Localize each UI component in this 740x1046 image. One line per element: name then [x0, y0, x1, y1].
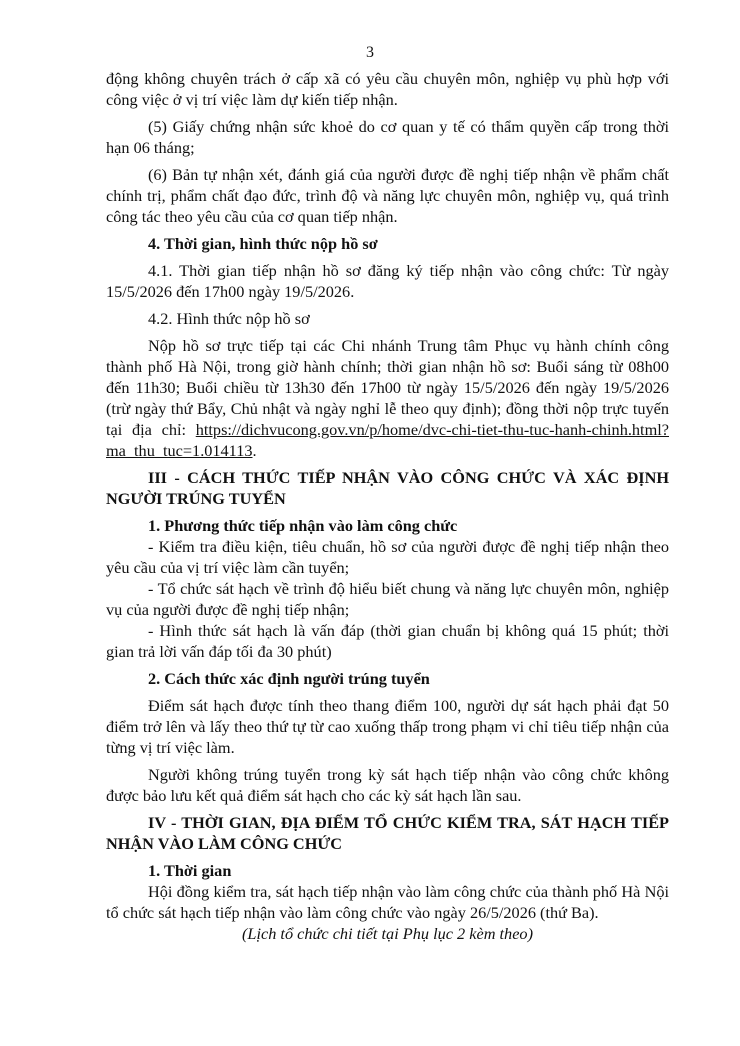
section-heading-4: 4. Thời gian, hình thức nộp hồ sơ	[148, 234, 378, 253]
paragraph-4-2-body	[106, 335, 669, 461]
subheading-iii-2: 2. Cách thức xác định người trúng tuyển	[148, 669, 430, 688]
subheading-iv-1: 1. Thời gian	[148, 861, 232, 880]
section-heading-iii: III - CÁCH THỨC TIẾP NHẬN VÀO CÔNG CHỨC VÀ XÁC ĐỊNH NGƯỜI TRÚNG TUYỂN	[106, 468, 669, 508]
paragraph-4-1: 4.1. Thời gian tiếp nhận hồ sơ đăng ký tiếp nhận vào công chức: Từ ngày 15/5/2026 đến 17h00 ngày 19/5/2026.	[106, 261, 669, 301]
paragraph-scoring: Điểm sát hạch được tính theo thang điểm 100, người dự sát hạch phải đạt 50 điểm trở lên và lấy theo thứ tự từ cao xuống thấp trong phạm vi chỉ tiêu tiếp nhận của từng vị trí việc làm.	[106, 696, 669, 757]
section-heading-iv: IV - THỜI GIAN, ĐỊA ĐIỂM TỔ CHỨC KIỂM TRA, SÁT HẠCH TIẾP NHẬN VÀO LÀM CÔNG CHỨC	[106, 813, 669, 853]
paragraph-exam-date: Hội đồng kiểm tra, sát hạch tiếp nhận vào làm công chức của thành phố Hà Nội tổ chức sát hạch tiếp nhận vào làm công chức vào ngày 26/5/2026 (thứ Ba).	[106, 882, 669, 922]
list-item-assessment: - Tổ chức sát hạch về trình độ hiểu biết chung và năng lực chuyên môn, nghiệp vụ của người được đề nghị tiếp nhận;	[106, 579, 669, 619]
paragraph-item-5: (5) Giấy chứng nhận sức khoẻ do cơ quan y tế có thẩm quyền cấp trong thời hạn 06 tháng;	[106, 117, 669, 157]
paragraph-appendix-note: (Lịch tổ chức chi tiết tại Phụ lục 2 kèm theo)	[241, 924, 533, 943]
subheading-iii-1: 1. Phương thức tiếp nhận vào làm công chức	[148, 516, 458, 535]
paragraph-no-reservation: Người không trúng tuyển trong kỳ sát hạch tiếp nhận vào công chức không được bảo lưu kết quả điểm sát hạch cho các kỳ sát hạch lần sau.	[106, 765, 669, 805]
document-body	[106, 68, 669, 950]
paragraph-item-6: (6) Bản tự nhận xét, đánh giá của người được đề nghị tiếp nhận về phẩm chất chính trị, phẩm chất đạo đức, trình độ và năng lực chuyên môn, nghiệp vụ, quá trình công tác theo yêu cầu của cơ quan tiếp nhận.	[106, 165, 669, 226]
paragraph-4-2-end: .	[252, 441, 257, 460]
paragraph-4-2-text: Nộp hồ sơ trực tiếp tại các Chi nhánh Trung tâm Phục vụ hành chính công thành phố Hà Nội, trong giờ hành chính; thời gian nhận hồ sơ: Buổi sáng từ 08h00 đến 11h30; Buổi chiều từ 13h30 đến 17h00 từ ngày 15/5/2026 đến ngày 19/5/2026 (trừ ngày thứ Bẩy, Chủ nhật và ngày nghỉ lễ theo quy định); đồng thời nộp trực tuyến tại địa chỉ:	[106, 336, 669, 439]
paragraph-4-2-title: 4.2. Hình thức nộp hồ sơ	[148, 309, 310, 328]
list-item-inspection: - Kiểm tra điều kiện, tiêu chuẩn, hồ sơ của người được đề nghị tiếp nhận theo yêu cầu của vị trí việc làm cần tuyển;	[106, 537, 669, 577]
page-number: 3	[366, 44, 374, 61]
online-submission-link[interactable]: https://dichvucong.gov.vn/p/home/dvc-chi-tiet-thu-tuc-hanh-chinh.html?ma_thu_tuc=1.014113	[106, 420, 669, 460]
list-item-oral-exam: - Hình thức sát hạch là vấn đáp (thời gian chuẩn bị không quá 15 phút; thời gian trả lời vấn đáp tối đa 30 phút)	[106, 621, 669, 661]
paragraph-continuation: động không chuyên trách ở cấp xã có yêu cầu chuyên môn, nghiệp vụ phù hợp với công việc ở vị trí việc làm dự kiến tiếp nhận.	[106, 69, 669, 109]
